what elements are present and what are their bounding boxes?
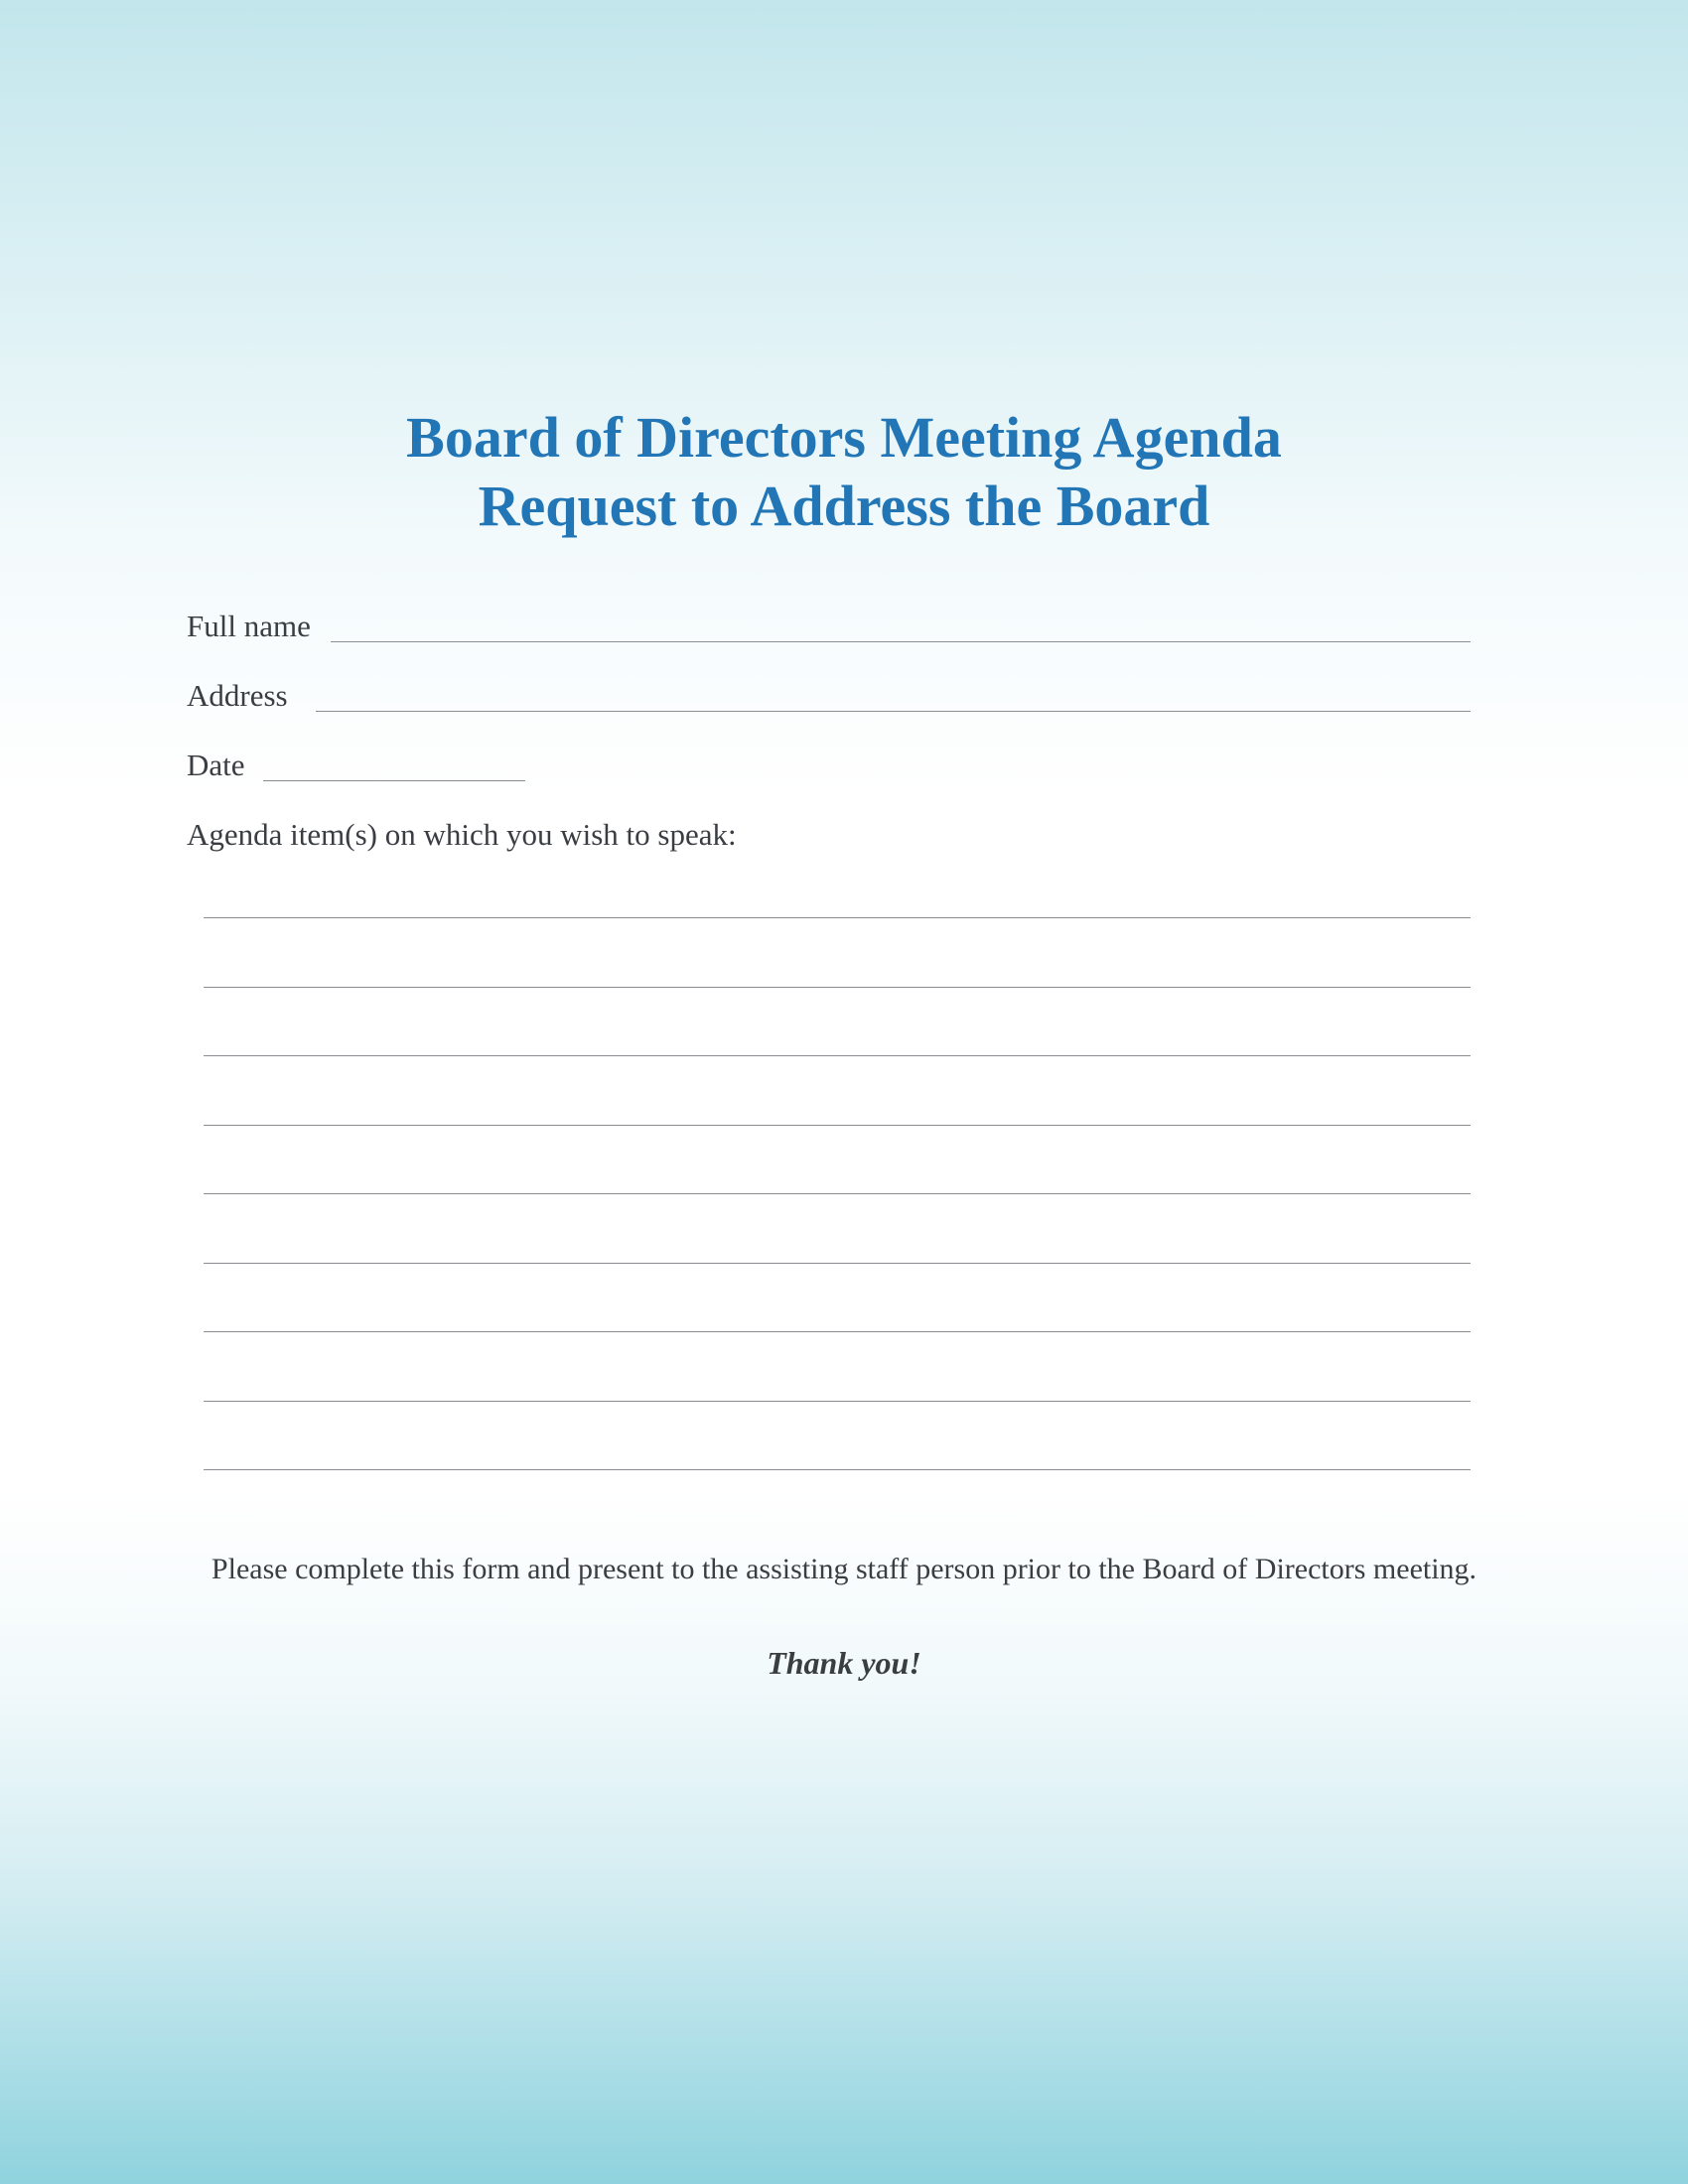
agenda-item-line[interactable] <box>204 1297 1471 1332</box>
agenda-item-line[interactable] <box>204 1366 1471 1402</box>
date-label: Date <box>187 748 245 782</box>
full-name-field[interactable] <box>331 607 1471 642</box>
agenda-item-line[interactable] <box>204 1159 1471 1194</box>
form-subtitle: Request to Address the Board <box>478 474 1210 538</box>
agenda-item-line[interactable] <box>204 1228 1471 1264</box>
agenda-item-line[interactable] <box>204 1434 1471 1470</box>
agenda-item-line[interactable] <box>204 1090 1471 1126</box>
address-label: Address <box>187 678 288 713</box>
thank-you-text: Thank you! <box>767 1645 921 1681</box>
address-field[interactable] <box>316 676 1471 712</box>
agenda-item-line[interactable] <box>204 883 1471 918</box>
agenda-items-label: Agenda item(s) on which you wish to speak: <box>187 817 737 852</box>
form-title: Board of Directors Meeting Agenda <box>406 405 1282 470</box>
instructions-text: Please complete this form and present to the assisting staff person prior to the Board of Directors meeting. <box>211 1553 1477 1585</box>
full-name-label: Full name <box>187 609 311 643</box>
date-field[interactable] <box>263 746 525 781</box>
agenda-item-line[interactable] <box>204 952 1471 988</box>
agenda-item-line[interactable] <box>204 1021 1471 1056</box>
